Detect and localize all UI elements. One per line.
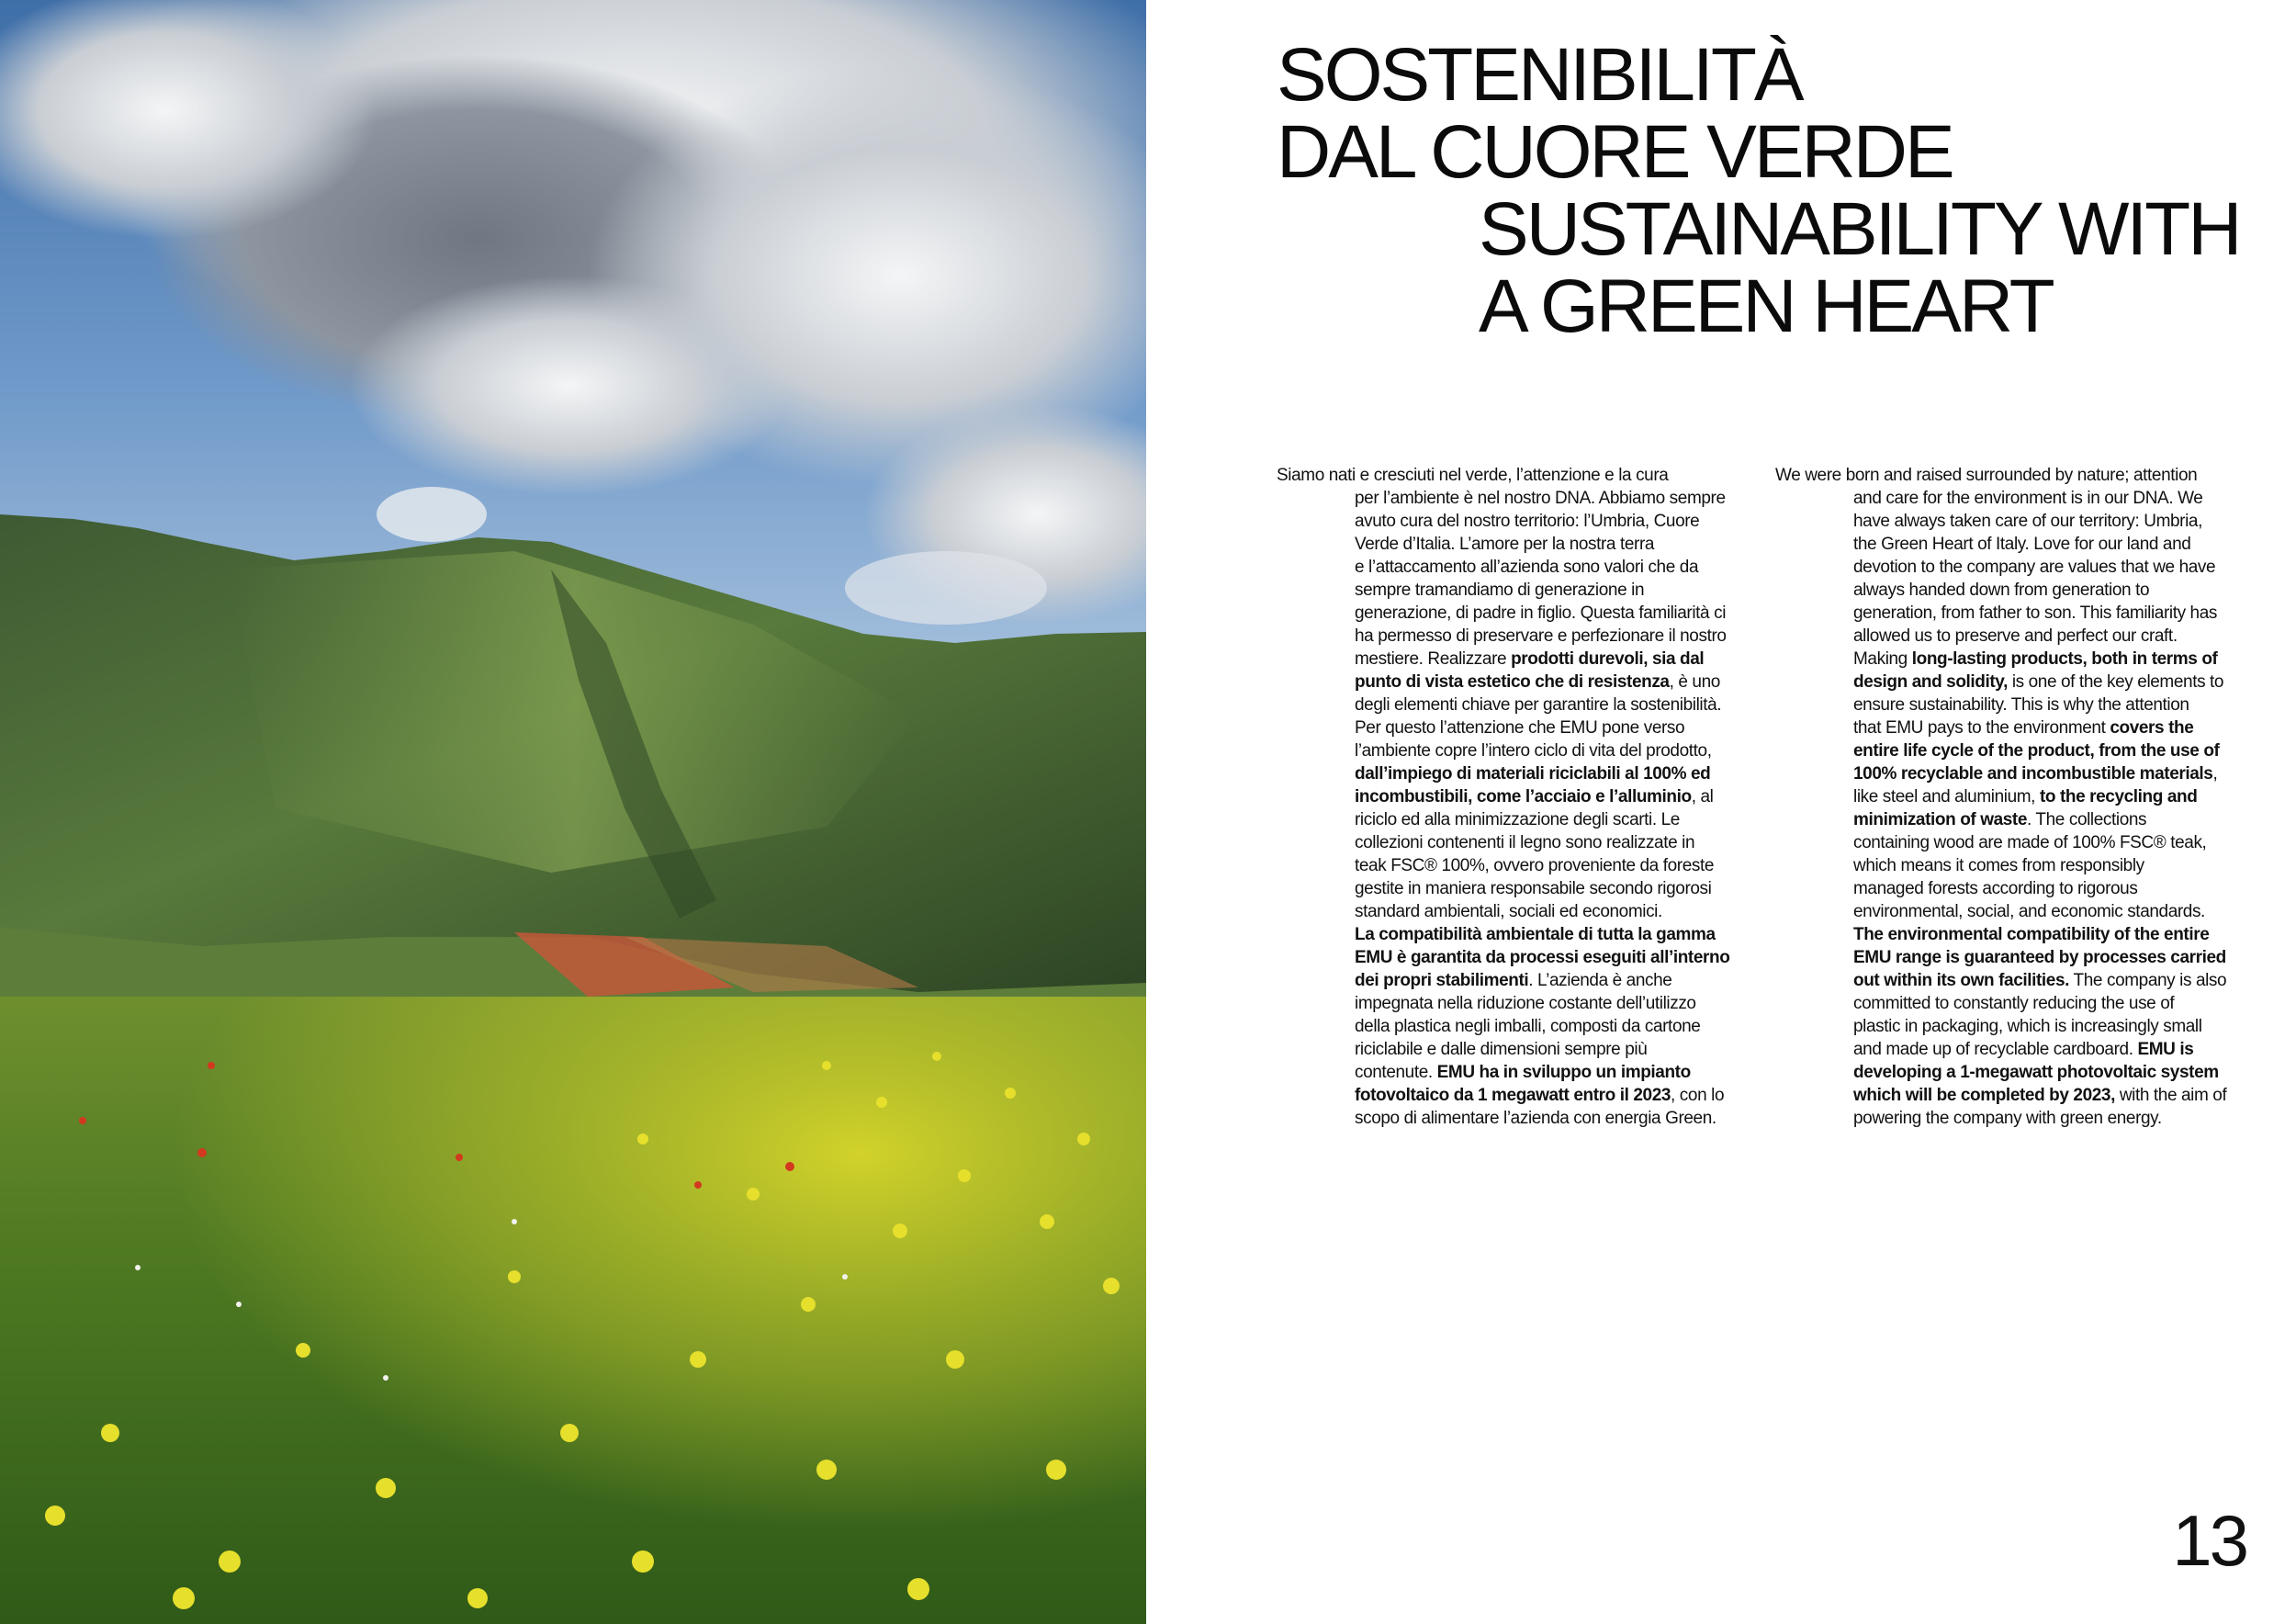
italian-text-column [1277, 464, 1754, 1130]
body-text: committed to constantly reducing the use of [1853, 994, 2175, 1013]
italian-text-line [1277, 533, 1754, 556]
body-text: ha permesso di preservare e perfezionare il nostro [1355, 626, 1727, 646]
english-text-line [1775, 808, 2253, 831]
body-text: which means it comes from responsibly [1853, 856, 2144, 875]
italian-text-line [1277, 877, 1754, 900]
english-text-line [1775, 946, 2253, 969]
body-text: gestite in maniera responsabile secondo rigorosi [1355, 879, 1712, 898]
body-text: sempre tramandiamo di generazione in [1355, 581, 1645, 600]
italian-text-line [1277, 762, 1754, 785]
italian-text-line [1277, 854, 1754, 877]
bold-text: 100% recyclable and incombustible materials [1853, 764, 2213, 784]
english-text-line [1775, 556, 2253, 579]
english-text-line [1775, 1038, 2253, 1061]
english-text-line [1775, 487, 2253, 510]
bold-text: prodotti durevoli, sia dal [1511, 649, 1705, 669]
body-text: Verde d’Italia. L’amore per la nostra terra [1355, 535, 1655, 554]
body-text: , al [1691, 787, 1714, 806]
body-text: always handed down from generation to [1853, 581, 2150, 600]
italian-text-line [1277, 969, 1754, 992]
bold-text: entire life cycle of the product, from the use of [1853, 741, 2220, 761]
english-text-line [1775, 854, 2253, 877]
english-text-line [1775, 762, 2253, 785]
headline [1277, 33, 2268, 348]
bold-text: EMU is [2137, 1040, 2194, 1059]
headline-en-line-1: SUSTAINABILITY WITH [1479, 187, 2240, 271]
body-text: containing wood are made of 100% FSC® teak, [1853, 833, 2207, 852]
body-text: Siamo nati e cresciuti nel verde, l’attenzione e la cura [1277, 466, 1669, 485]
english-text-line [1775, 1107, 2253, 1130]
body-text: Making [1853, 649, 1912, 669]
italian-text-line [1277, 785, 1754, 808]
body-text: avuto cura del nostro territorio: l’Umbria, Cuore [1355, 512, 1700, 531]
english-text-line [1775, 602, 2253, 625]
bold-text: minimization of waste [1853, 810, 2028, 829]
body-text: like steel and aluminium, [1853, 787, 2040, 806]
bold-text: The environmental compatibility of the entire [1853, 925, 2210, 944]
italian-text-line [1277, 716, 1754, 739]
page-number: 13 [2172, 1500, 2246, 1581]
bold-text: out within its own facilities. [1853, 971, 2070, 990]
english-text-line [1775, 900, 2253, 923]
italian-text-line [1277, 1015, 1754, 1038]
english-text-line [1775, 831, 2253, 854]
bold-text: EMU ha in sviluppo un impianto [1436, 1063, 1691, 1082]
english-text-line [1775, 739, 2253, 762]
bold-text: design and solidity, [1853, 672, 2008, 692]
italian-text-line [1277, 487, 1754, 510]
body-text: per l’ambiente è nel nostro DNA. Abbiamo sempre [1355, 489, 1726, 508]
body-text: that EMU pays to the environment [1853, 718, 2110, 738]
body-text: powering the company with green energy. [1853, 1109, 2162, 1128]
english-text-line [1775, 464, 2253, 487]
body-text: with the aim of [2114, 1086, 2227, 1105]
body-text: , [2212, 764, 2218, 784]
english-text-line [1775, 648, 2253, 671]
bold-text: incombustibili, come l’acciaio e l’alluminio [1355, 787, 1692, 806]
body-text: plastic in packaging, which is increasingly small [1853, 1017, 2202, 1036]
body-text: standard ambientali, sociali ed economici. [1355, 902, 1662, 921]
body-text: . The collections [2027, 810, 2147, 829]
italian-text-line [1277, 556, 1754, 579]
italian-text-line [1277, 739, 1754, 762]
italian-text-line [1277, 625, 1754, 648]
italian-text-line [1277, 671, 1754, 694]
italian-text-line [1277, 900, 1754, 923]
english-text-line [1775, 969, 2253, 992]
italian-text-line [1277, 510, 1754, 533]
english-text-line [1775, 877, 2253, 900]
english-text-line [1775, 992, 2253, 1015]
italian-text-line [1277, 1061, 1754, 1084]
italian-text-line [1277, 648, 1754, 671]
english-text-line [1775, 625, 2253, 648]
bold-text: which will be completed by 2023, [1853, 1086, 2115, 1105]
bold-text: developing a 1-megawatt photovoltaic system [1853, 1063, 2219, 1082]
body-text: managed forests according to rigorous [1853, 879, 2138, 898]
landscape-photo [0, 0, 1146, 1624]
body-text: e l’attaccamento all’azienda sono valori che da [1355, 558, 1699, 577]
english-text-line [1775, 694, 2253, 716]
english-text-line [1775, 1061, 2253, 1084]
italian-text-line [1277, 579, 1754, 602]
body-text: environmental, social, and economic standards. [1853, 902, 2205, 921]
bold-text: punto di vista estetico che di resistenza [1355, 672, 1670, 692]
body-text: devotion to the company are values that we have [1853, 558, 2216, 577]
bold-text: EMU range is guaranteed by processes carried [1853, 948, 2226, 967]
bold-text: long-lasting products, both in terms of [1911, 649, 2218, 669]
body-text: , con lo [1671, 1086, 1725, 1105]
body-text: mestiere. Realizzare [1355, 649, 1512, 669]
body-text: ensure sustainability. This is why the attention [1853, 695, 2189, 715]
english-text-column [1775, 464, 2253, 1130]
body-text: and made up of recyclable cardboard. [1853, 1040, 2138, 1059]
english-text-line [1775, 1084, 2253, 1107]
italian-text-line [1277, 808, 1754, 831]
body-text: Per questo l’attenzione che EMU pone verso [1355, 718, 1685, 738]
body-text: riciclabile e dalle dimensioni sempre più [1355, 1040, 1648, 1059]
italian-text-line [1277, 1084, 1754, 1107]
english-text-line [1775, 785, 2253, 808]
italian-text-line [1277, 946, 1754, 969]
body-text: scopo di alimentare l’azienda con energia Green. [1355, 1109, 1716, 1128]
headline-it-line-2: DAL CUORE VERDE [1277, 110, 1953, 194]
italian-text-line [1277, 464, 1754, 487]
english-text-line [1775, 579, 2253, 602]
italian-text-line [1277, 1107, 1754, 1130]
body-text: impegnata nella riduzione costante dell’utilizzo [1355, 994, 1696, 1013]
english-text-line [1775, 671, 2253, 694]
body-text: have always taken care of our territory: Umbria, [1853, 512, 2202, 531]
italian-text-line [1277, 992, 1754, 1015]
body-text: . L’azienda è anche [1528, 971, 1672, 990]
english-text-line [1775, 1015, 2253, 1038]
bold-text: fotovoltaico da 1 megawatt entro il 2023 [1355, 1086, 1671, 1105]
body-text: generazione, di padre in figlio. Questa familiarità ci [1355, 603, 1727, 623]
body-text: We were born and raised surrounded by nature; attention [1775, 466, 2198, 485]
bold-text: EMU è garantita da processi eseguiti all’interno [1355, 948, 1730, 967]
body-text: is one of the key elements to [2007, 672, 2224, 692]
headline-en-line-2: A GREEN HEART [1479, 265, 2053, 348]
english-text-line [1775, 716, 2253, 739]
body-text: allowed us to preserve and perfect our craft. [1853, 626, 2178, 646]
english-text-line [1775, 533, 2253, 556]
bold-text: dei propri stabilimenti [1355, 971, 1529, 990]
body-text: the Green Heart of Italy. Love for our land and [1853, 535, 2191, 554]
italian-text-line [1277, 694, 1754, 716]
body-text: riciclo ed alla minimizzazione degli scarti. Le [1355, 810, 1680, 829]
body-text: generation, from father to son. This familiarity has [1853, 603, 2217, 623]
headline-it-line-1: SOSTENIBILITÀ [1277, 33, 1802, 117]
body-text: The company is also [2069, 971, 2227, 990]
body-text: , è uno [1669, 672, 1720, 692]
english-text-line [1775, 923, 2253, 946]
body-text: l’ambiente copre l’intero ciclo di vita del prodotto, [1355, 741, 1712, 761]
body-text: degli elementi chiave per garantire la sostenibilità. [1355, 695, 1722, 715]
body-text: contenute. [1355, 1063, 1437, 1082]
body-text: della plastica negli imballi, composti da cartone [1355, 1017, 1701, 1036]
bold-text: dall’impiego di materiali riciclabili al 100% ed [1355, 764, 1711, 784]
bold-text: to the recycling and [2039, 787, 2198, 806]
bold-text: La compatibilità ambientale di tutta la gamma [1355, 925, 1716, 944]
body-text: teak FSC® 100%, ovvero proveniente da foreste [1355, 856, 1715, 875]
italian-text-line [1277, 1038, 1754, 1061]
bold-text: covers the [2110, 718, 2194, 738]
english-text-line [1775, 510, 2253, 533]
italian-text-line [1277, 602, 1754, 625]
body-text: collezioni contenenti il legno sono realizzate in [1355, 833, 1695, 852]
italian-text-line [1277, 831, 1754, 854]
italian-text-line [1277, 923, 1754, 946]
body-text: and care for the environment is in our DNA. We [1853, 489, 2203, 508]
